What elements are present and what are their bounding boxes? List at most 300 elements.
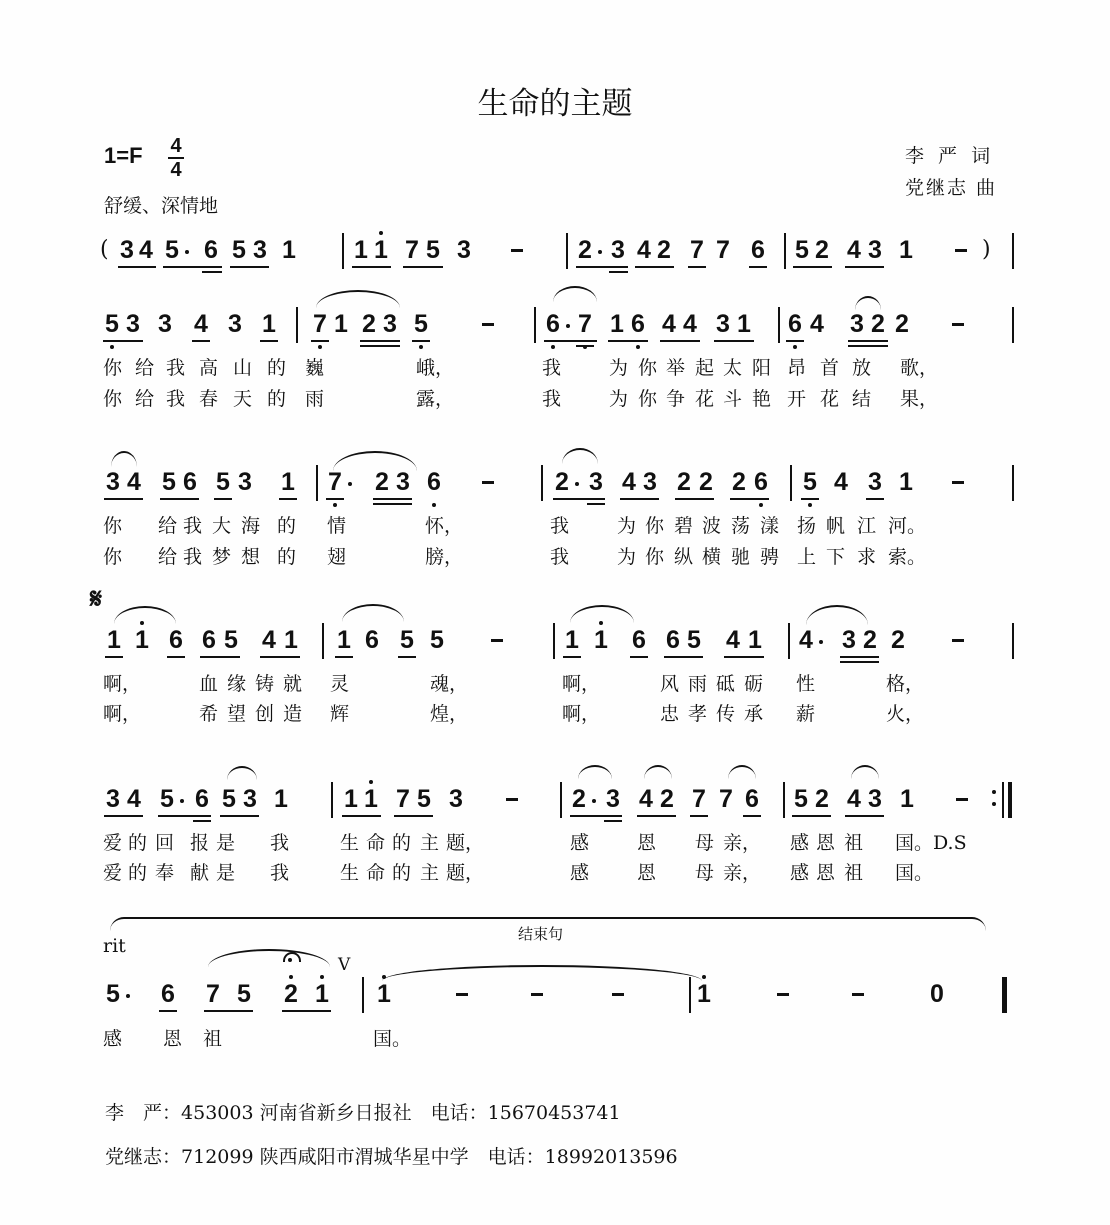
beam-underline [105,656,123,658]
lyric-char: 恩 [637,862,657,884]
note: 4 [262,626,276,654]
note: 3 [383,310,397,338]
sustain-dash [852,993,864,996]
lyric-char: 国。 [895,862,934,884]
lyric-char: 果， [900,388,939,410]
lyric-char: 你 [103,546,123,568]
lyricist-contact: 李 严：453003 河南省新乡日报社 电话：15670453741 [105,1102,621,1124]
note: 6 [204,236,218,264]
lyric-char: 造 [283,703,303,725]
lyric-char: 感 [570,832,590,854]
lyric-char: 驰 [731,546,751,568]
beam-underline [786,340,804,342]
sustain-dash [506,798,518,801]
slur-arc [578,765,612,779]
beam-underline [724,656,764,658]
note: 5 [687,626,701,654]
lyric-char: 给 [135,357,155,379]
lyric-char: 砥 [716,673,736,695]
lyric-char: 灵 [330,673,350,695]
note: 2 [572,785,586,813]
note: 2 [699,468,713,496]
note: 1 [372,237,390,263]
lyric-char: 阳 [752,357,772,379]
note: 3 [606,785,620,813]
note: 5 [232,236,246,264]
slur-arc [382,965,702,981]
note: 1 [899,468,913,496]
lyric-char: 感 [790,832,810,854]
note: 7 [311,311,329,337]
note: 6 [666,626,680,654]
beam-underline [553,498,605,500]
lyric-char: 波 [702,515,722,537]
note: 6 [632,626,646,654]
lyric-char: 主 [420,862,440,884]
sustain-dash [955,249,967,252]
note: 5 [417,785,431,813]
note: 3 [126,310,140,338]
augmentation-dot [592,799,596,803]
note: 4 [799,626,813,654]
note: 7 [692,785,706,813]
note: 4 [127,785,141,813]
beam-underline [230,266,269,268]
beam-underline [279,498,297,500]
slur-arc [562,448,598,464]
beam-underline [282,1010,331,1012]
note: 5 [426,236,440,264]
lyric-char: 高 [199,357,219,379]
lyric-char: 你 [103,515,123,537]
beam-underline [576,345,594,347]
lyric-char: 国。 [373,1028,412,1050]
note: 1 [610,310,624,338]
note: 3 [589,468,603,496]
lyric-char: 啊， [103,673,142,695]
beam-underline [604,820,622,822]
lyric-char: 你 [103,357,123,379]
beam-underline [840,661,879,663]
note: 3 [238,468,252,496]
lyric-char: 的 [267,357,287,379]
note: 1 [748,626,762,654]
lyric-char: 是 [216,862,236,884]
repeat-thick-bar [1008,782,1012,818]
beam-underline [326,498,344,500]
lyric-char: 大 [212,515,232,537]
lyric-char: 太 [723,357,743,379]
beam-underline [608,340,648,342]
lyric-char: 情 [327,515,347,537]
note: 1 [274,785,288,813]
lyric-char: 献 [190,862,210,884]
beam-underline [163,266,222,268]
bar-line [689,977,691,1013]
beam-underline [609,271,628,273]
note: 4 [639,785,653,813]
augmentation-dot [126,994,130,998]
note: 2 [677,468,691,496]
beam-underline [394,815,433,817]
note: 5 [400,626,414,654]
lyric-char: 孝 [688,703,708,725]
augmentation-dot [566,324,570,328]
lyric-char: 梦 [212,546,232,568]
lyric-char: 我 [270,862,290,884]
beam-underline [848,340,888,342]
note: 5 [795,236,809,264]
lyric-char: 我 [542,388,562,410]
note: 1 [282,236,296,264]
note: 5 [106,980,120,1008]
bar-line [788,623,790,659]
bar-line [316,465,318,501]
beam-underline [866,498,884,500]
slur-arc [553,286,597,302]
lyric-char: 为 [617,546,637,568]
note: 5 [216,468,230,496]
note: 3 [611,236,625,264]
note: 6 [745,785,759,813]
slur-arc [570,605,634,623]
ending-label: 结束句 [518,925,564,943]
lyric-char: 的 [128,832,148,854]
beam-underline [412,340,430,342]
bar-line [784,233,786,269]
note: 6 [752,469,770,495]
note: 6 [751,236,765,264]
note: 5 [224,626,238,654]
note: 2 [660,785,674,813]
beam-underline [373,498,412,500]
note: 6 [365,626,379,654]
lyric-char: 血 [199,673,219,695]
lyric-char: 歌， [900,357,939,379]
beam-underline [360,345,400,347]
bar-line [566,233,568,269]
beam-underline [335,656,353,658]
lyric-char: 啊， [562,673,601,695]
note: 1 [565,626,579,654]
note: 3 [253,236,267,264]
lyric-char: 我 [183,546,203,568]
bar-line [342,233,344,269]
lyric-char: 为 [609,388,629,410]
note: 6 [629,311,647,337]
note: 1 [899,236,913,264]
note: 4 [683,310,697,338]
lyric-char: 啊， [562,703,601,725]
beam-underline [630,656,648,658]
note: 3 [850,310,864,338]
lyric-char: 母 [695,832,715,854]
lyric-char: 放 [852,357,872,379]
lyric-char: 生 [340,862,360,884]
sustain-dash [511,249,523,252]
beam-underline [104,815,143,817]
lyric-char: 怀， [425,515,464,537]
key-signature: 1=F [104,143,143,168]
close-paren: ) [982,237,991,262]
beam-underline [792,815,831,817]
beam-underline [743,815,761,817]
note: 6 [161,980,175,1008]
beam-underline [167,656,185,658]
beam-underline [200,656,240,658]
note: 6 [202,626,216,654]
bar-line [560,782,562,818]
note: 4 [847,236,861,264]
augmentation-dot [575,482,579,486]
lyric-char: 祖 [203,1028,223,1050]
sustain-dash [777,993,789,996]
sustain-dash [482,323,494,326]
lyric-char: 下 [826,546,846,568]
lyric-char: 你 [638,388,658,410]
note: 3 [868,785,882,813]
note: 7 [576,311,594,337]
lyric-char: 海 [241,515,261,537]
sustain-dash [952,323,964,326]
note: 5 [430,626,444,654]
bar-line [1012,233,1014,269]
lyric-char: 河。 [888,515,927,537]
lyric-char: 翅 [327,546,347,568]
note: 2 [282,981,300,1007]
sustain-dash [952,639,964,642]
bar-line [534,307,536,343]
beam-underline [311,340,329,342]
beam-underline [214,498,232,500]
beam-underline [544,340,597,342]
note: 6 [425,469,443,495]
beam-underline [801,498,819,500]
lyric-char: 性 [796,673,816,695]
beam-underline [688,266,706,268]
lyric-char: 我 [542,357,562,379]
note: 3 [643,468,657,496]
augmentation-dot [180,799,184,803]
lyric-char: 斗 [723,388,743,410]
bar-line [362,977,364,1013]
note: 6 [786,311,804,337]
bar-line [790,465,792,501]
slur-arc [851,765,879,779]
note: 3 [120,236,134,264]
note: 1 [281,468,295,496]
beam-underline [714,340,754,342]
time-signature: 4 4 [168,136,184,180]
beam-underline [192,340,210,342]
note: 5 [103,311,121,337]
note: 3 [449,785,463,813]
note: 1 [900,785,914,813]
beam-underline [749,266,767,268]
note: 2 [891,626,905,654]
lyric-char: 啊， [103,703,142,725]
note: 5 [165,236,179,264]
lyric-char: 首 [820,357,840,379]
beam-underline [104,498,143,500]
note: 3 [868,468,882,496]
slur-arc [728,765,756,779]
lyric-char: 膀， [425,546,464,568]
segno-sign: 𝄋 [90,582,103,615]
lyric-char: 横 [702,546,722,568]
lyric-char: 奉 [155,862,175,884]
note: 7 [690,236,704,264]
note: 2 [362,310,376,338]
lyric-char: 雨 [688,673,708,695]
note: 5 [222,785,236,813]
beam-underline [563,656,581,658]
lyric-char: 起 [695,357,715,379]
lyric-char: 给 [135,388,155,410]
note: 5 [412,311,430,337]
lyric-char: 砺 [744,673,764,695]
note: 7 [326,469,344,495]
beam-underline [260,656,300,658]
note: 7 [719,785,733,813]
slur-arc [227,766,257,780]
lyric-char: 艳 [752,388,772,410]
beam-underline [398,656,416,658]
beam-underline [158,815,211,817]
sustain-dash [531,993,543,996]
note: 2 [657,236,671,264]
note: 1 [284,626,298,654]
lyric-char: 我 [550,546,570,568]
bar-line [783,782,785,818]
beam-underline [403,266,443,268]
lyric-char: 亲， [723,832,762,854]
song-title: 生命的主题 [477,86,633,122]
lyric-char: 主 [420,832,440,854]
lyric-char: 帆 [826,515,846,537]
sustain-dash [612,993,624,996]
lyric-char: 望 [227,703,247,725]
lyric-char: 纵 [674,546,694,568]
composer-credit: 党继志 曲 [905,177,998,199]
lyric-char: 漾 [760,515,780,537]
lyric-char: 缘 [227,673,247,695]
note: 7 [206,980,220,1008]
lyric-char: 报 [190,832,210,854]
lyric-char: 题， [446,862,485,884]
bar-line [322,623,324,659]
note: 2 [375,468,389,496]
beam-underline [204,1010,253,1012]
lyric-char: 恩 [816,832,836,854]
composer-contact: 党继志：712099 陕西咸阳市渭城华星中学 电话：18992013596 [105,1146,678,1168]
lyric-char: 的 [277,515,297,537]
beam-underline [660,340,700,342]
lyric-char: 铸 [255,673,275,695]
slur-arc [316,290,400,308]
repeat-dot [992,790,996,794]
lyric-char: 忠 [660,703,680,725]
note: 6 [195,785,209,813]
lyric-char: 骋 [760,546,780,568]
beam-underline [352,266,391,268]
lyric-char: 我 [166,388,186,410]
lyric-char: 火， [886,703,925,725]
note: 3 [716,310,730,338]
note: 3 [842,626,856,654]
lyric-char: 回 [155,832,175,854]
note: 7 [396,785,410,813]
beam-underline [202,271,222,273]
sustain-dash [491,639,503,642]
beam-underline [793,266,832,268]
note: 3 [228,310,242,338]
lyric-char: 承 [744,703,764,725]
augmentation-dot [819,640,823,644]
note: 1 [313,981,331,1007]
lyric-char: 传 [716,703,736,725]
lyric-char: 就 [283,673,303,695]
note: 1 [334,310,348,338]
note: 4 [139,236,153,264]
note: 5 [801,469,819,495]
note: 2 [555,468,569,496]
note: 1 [107,626,121,654]
augmentation-dot [185,250,189,254]
lyric-char: 的 [392,832,412,854]
open-paren: ( [100,237,109,262]
lyricist-credit: 李 严 词 [905,145,995,167]
lyric-char: 的 [128,862,148,884]
beam-underline [373,503,412,505]
lyric-char: 峨， [416,357,455,379]
lyric-char: 薪 [796,703,816,725]
note: 1 [354,236,368,264]
lyric-char: 举 [666,357,686,379]
note: 1 [262,310,276,338]
lyric-char: 上 [797,546,817,568]
lyric-char: 恩 [163,1028,183,1050]
lyric-char: 我 [166,357,186,379]
lyric-char: 感 [570,862,590,884]
note: 4 [834,468,848,496]
lyric-char: 创 [255,703,275,725]
note: 5 [162,468,176,496]
lyric-char: 雨 [305,388,325,410]
tempo-marking: 舒缓、深情地 [104,195,219,217]
augmentation-dot [598,250,602,254]
lyric-char: 开 [787,388,807,410]
lyric-char: 感 [790,862,810,884]
beam-underline [664,656,703,658]
lyric-char: 希 [199,703,219,725]
beam-underline [635,266,674,268]
note: 0 [930,980,944,1008]
note: 4 [810,310,824,338]
lyric-char: 求 [857,546,877,568]
note: 4 [726,626,740,654]
beam-underline [193,820,211,822]
lyric-char: 想 [241,546,261,568]
lyric-char: 亲， [723,862,762,884]
lyric-char: 的 [277,546,297,568]
lyric-char: 我 [183,515,203,537]
slur-arc [644,765,672,779]
beam-underline [845,266,884,268]
lyric-char: 是 [216,832,236,854]
note: 3 [106,785,120,813]
repeat-dot [992,802,996,806]
